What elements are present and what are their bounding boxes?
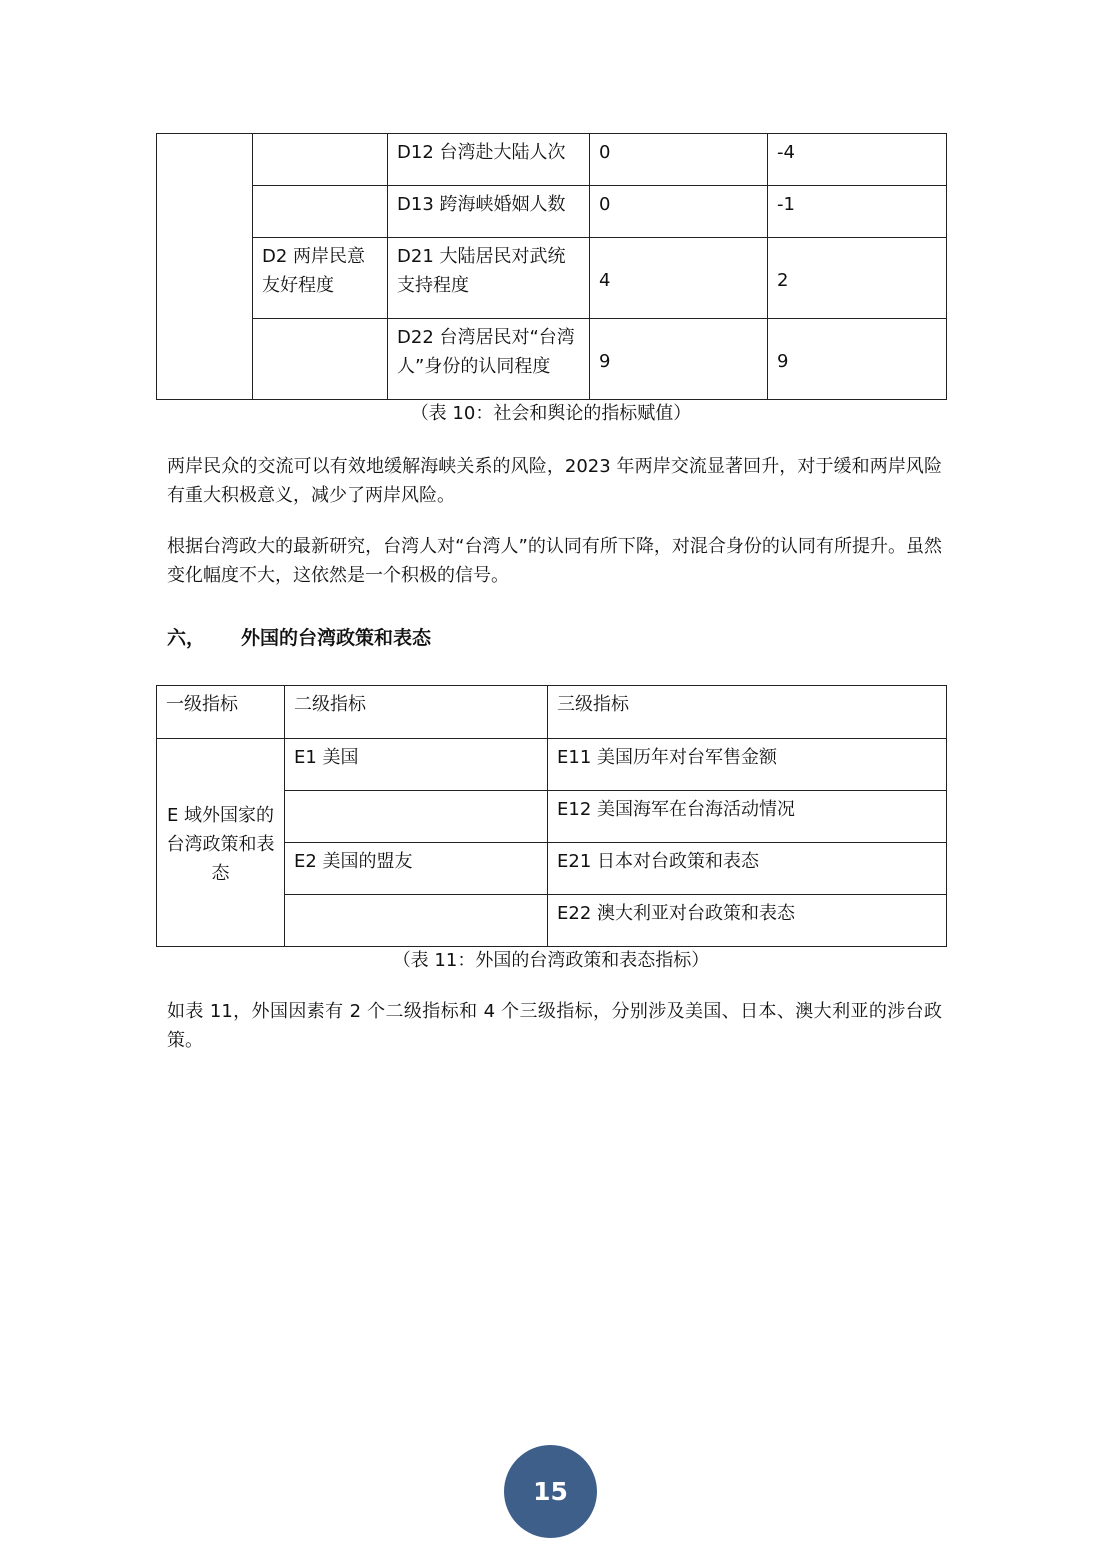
level2-cell: D2 两岸民意友好程度 xyxy=(253,238,388,319)
level2-cell xyxy=(253,319,388,400)
column-header: 三级指标 xyxy=(548,686,947,739)
level2-cell xyxy=(253,134,388,186)
section-heading xyxy=(167,624,431,652)
indicator-table-11 xyxy=(156,685,947,947)
paragraph-exchange: 两岸民众的交流可以有效地缓解海峡关系的风险，2023 年两岸交流显著回升，对于缓和两岸风险有重大积极意义，减少了两岸风险。 xyxy=(167,456,942,506)
level3-cell: D22 台湾居民对“台湾人”身份的认同程度 xyxy=(388,319,590,400)
table-row xyxy=(157,319,947,400)
level2-cell xyxy=(285,791,548,843)
value-cell: 9 xyxy=(590,319,768,400)
column-header: 二级指标 xyxy=(285,686,548,739)
value-cell: 4 xyxy=(590,238,768,319)
page-number: 15 xyxy=(504,1445,597,1538)
table-row xyxy=(157,186,947,238)
paragraph-foreign-factors: 如表 11，外国因素有 2 个二级指标和 4 个三级指标，分别涉及美国、日本、澳大利亚的涉台政策。 xyxy=(167,1001,942,1051)
level3-cell: D12 台湾赴大陆人次 xyxy=(388,134,590,186)
level1-cell: E 域外国家的台湾政策和表态 xyxy=(157,739,285,947)
column-header: 一级指标 xyxy=(157,686,285,739)
value-cell: 0 xyxy=(590,186,768,238)
table-11-caption: （表 11：外国的台湾政策和表态指标） xyxy=(392,950,710,971)
level2-cell: E1 美国 xyxy=(285,739,548,791)
indicator-table-10 xyxy=(156,133,947,400)
level2-cell xyxy=(285,895,548,947)
level2-cell: E2 美国的盟友 xyxy=(285,843,548,895)
table-row xyxy=(157,134,947,186)
value-cell: 2 xyxy=(768,238,947,319)
table-row xyxy=(157,739,947,791)
level3-cell: E22 澳大利亚对台政策和表态 xyxy=(548,895,947,947)
value-cell: -1 xyxy=(768,186,947,238)
table-header-row xyxy=(157,686,947,739)
section-title: 外国的台湾政策和表态 xyxy=(241,627,432,649)
level3-cell: E12 美国海军在台海活动情况 xyxy=(548,791,947,843)
value-cell: -4 xyxy=(768,134,947,186)
table-row xyxy=(157,238,947,319)
paragraph-identity: 根据台湾政大的最新研究，台湾人对“台湾人”的认同有所下降，对混合身份的认同有所提升。虽然变化幅度不大，这依然是一个积极的信号。 xyxy=(167,536,942,586)
level1-cell xyxy=(157,134,253,400)
level3-cell: D13 跨海峡婚姻人数 xyxy=(388,186,590,238)
value-cell: 0 xyxy=(590,134,768,186)
table-10-caption: （表 10：社会和舆论的指标赋值） xyxy=(410,403,692,424)
level3-cell: D21 大陆居民对武统支持程度 xyxy=(388,238,590,319)
level2-cell xyxy=(253,186,388,238)
value-cell: 9 xyxy=(768,319,947,400)
level3-cell: E21 日本对台政策和表态 xyxy=(548,843,947,895)
level3-cell: E11 美国历年对台军售金额 xyxy=(548,739,947,791)
section-number: 六， xyxy=(167,627,206,649)
